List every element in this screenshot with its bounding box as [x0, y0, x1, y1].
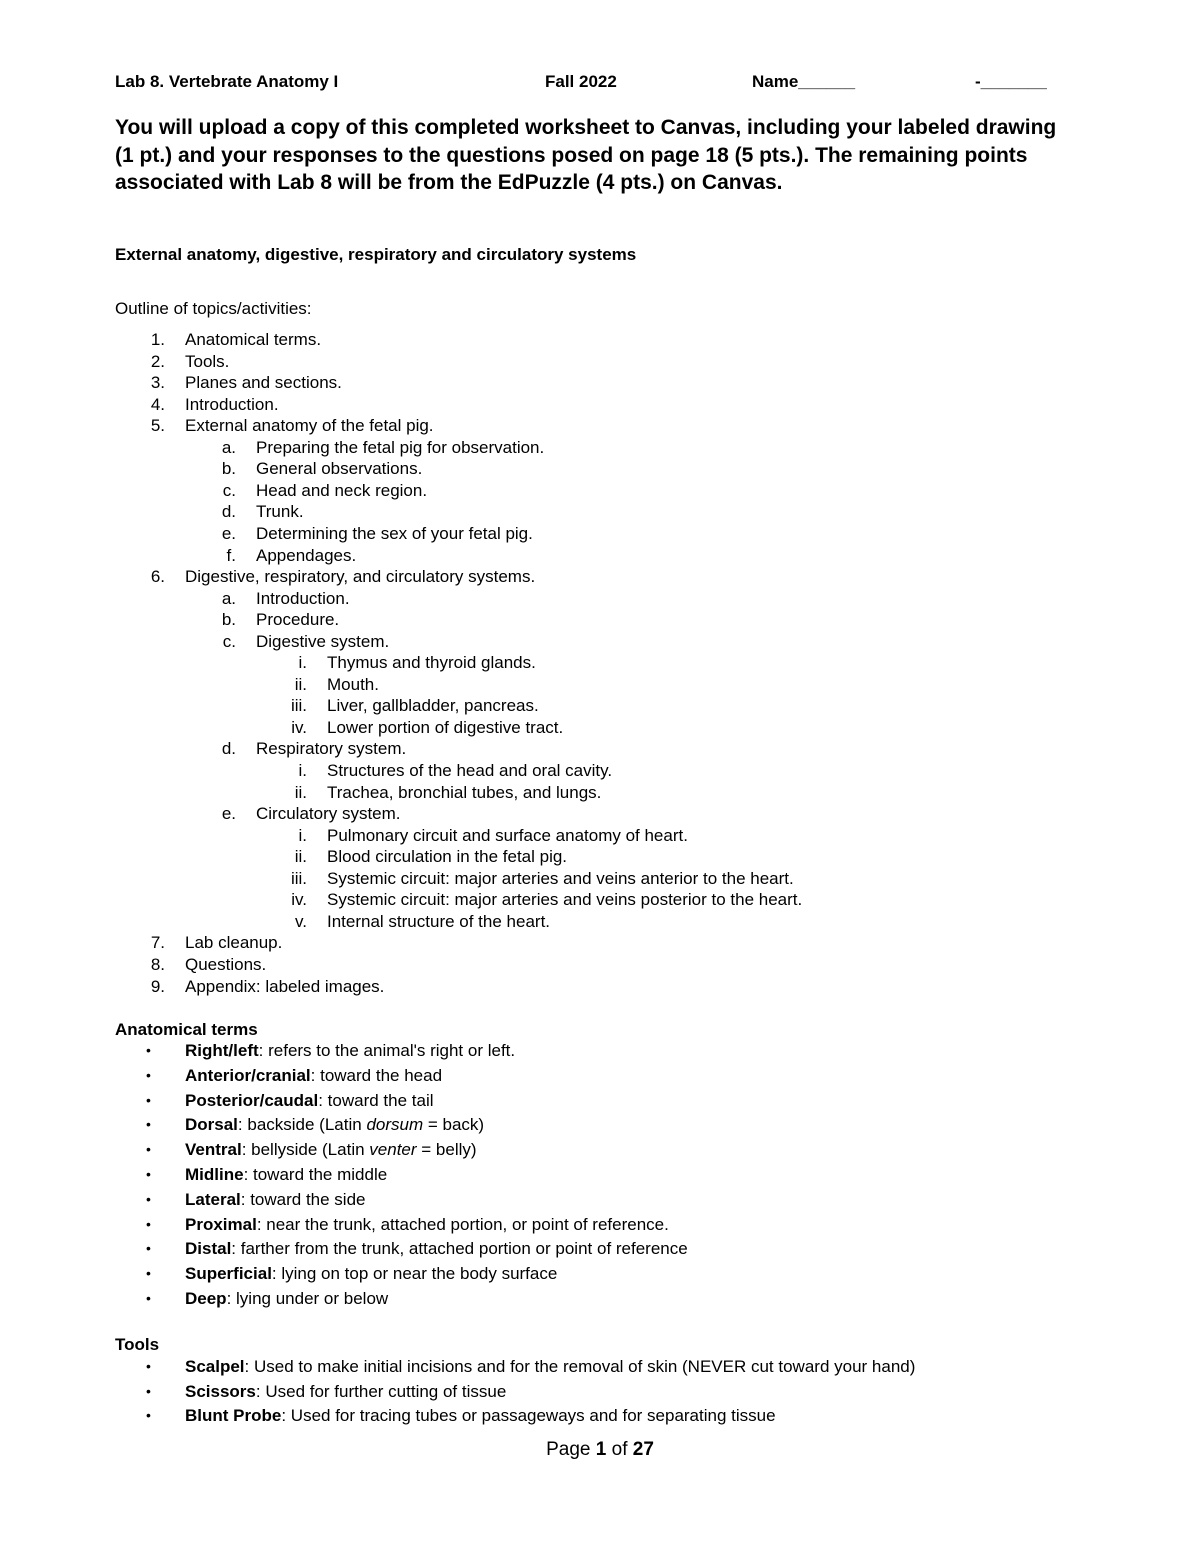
- outline-marker: a.: [221, 588, 236, 608]
- tool-item: [185, 1406, 776, 1426]
- anatomical-term-term: Midline: [185, 1165, 244, 1184]
- anatomical-term-term: Distal: [185, 1239, 232, 1259]
- tool-definition: : Used for further cutting of tissue: [255, 1381, 507, 1401]
- bullet-icon: •: [146, 1091, 151, 1108]
- outline-heading: Outline of topics/activities:: [115, 299, 312, 318]
- anatomical-term-definition: : toward the side: [240, 1189, 366, 1209]
- anatomical-term-latin-word: dorsum: [366, 1115, 424, 1135]
- outline-text: Appendix: labeled images.: [185, 976, 385, 996]
- page-number: Page 1 of 27: [546, 1439, 654, 1460]
- anatomical-term-definition: : toward the tail: [318, 1090, 434, 1110]
- anatomical-term-definition-end: = belly): [416, 1140, 477, 1160]
- anatomical-terms-heading: Anatomical terms: [115, 1020, 258, 1039]
- anatomical-term-definition: : backside (Latin: [237, 1115, 367, 1135]
- outline-marker: v.: [295, 911, 307, 931]
- tool-definition: : Used to make initial incisions and for the removal of skin (NEVER cut toward your hand): [244, 1357, 916, 1376]
- anatomical-term-item: [185, 1066, 442, 1086]
- anatomical-term-item: [185, 1215, 669, 1235]
- anatomical-term-term: Superficial: [185, 1264, 272, 1284]
- bullet-icon: •: [146, 1407, 151, 1423]
- bullet-icon: •: [146, 1190, 151, 1207]
- outline-text: Systemic circuit: major arteries and veins anterior to the heart.: [327, 868, 794, 888]
- anatomical-term-term: Ventral: [185, 1140, 242, 1160]
- outline-text: General observations.: [256, 459, 423, 479]
- tool-item: [185, 1357, 915, 1377]
- outline-marker: iv.: [291, 717, 307, 737]
- outline-marker: d.: [221, 739, 236, 759]
- outline-marker: 8.: [150, 954, 165, 974]
- anatomical-term-definition: : lying under or below: [226, 1289, 389, 1308]
- outline-text: Systemic circuit: major arteries and veins posterior to the heart.: [327, 890, 803, 910]
- outline-text: Respiratory system.: [256, 739, 407, 759]
- bullet-icon: •: [146, 1166, 151, 1182]
- bullet-icon: •: [146, 1215, 151, 1232]
- outline-text: Liver, gallbladder, pancreas.: [327, 696, 539, 716]
- anatomical-term-item: [185, 1289, 388, 1309]
- outline-text: Internal structure of the heart.: [327, 911, 551, 931]
- outline-text: Preparing the fetal pig for observation.: [256, 437, 545, 457]
- anatomical-term-definition: : toward the middle: [243, 1165, 388, 1184]
- tool-definition: : Used for tracing tubes or passageways and for separating tissue: [281, 1406, 776, 1425]
- intro-instructions: You will upload a copy of this completed worksheet to Canvas, including your labeled drawing (1 pt.) and your responses to the questions posed on page 18 (5 pts.). The remaining points associated with Lab 8 will be from the EdPuzzle (4 pts.) on Canvas.: [115, 116, 1057, 194]
- outline-text: External anatomy of the fetal pig.: [185, 416, 434, 436]
- bullet-icon: •: [146, 1382, 151, 1399]
- anatomical-term-definition: : bellyside (Latin: [241, 1140, 370, 1160]
- outline-text: Digestive, respiratory, and circulatory systems.: [185, 567, 536, 587]
- outline-marker: i.: [298, 761, 307, 780]
- bullet-icon: •: [146, 1358, 151, 1374]
- anatomical-term-item: [185, 1239, 688, 1259]
- outline-text: Thymus and thyroid glands.: [327, 653, 536, 673]
- anatomical-term-term: Proximal: [185, 1214, 257, 1234]
- outline-marker: 5.: [150, 416, 165, 436]
- outline-marker: c.: [222, 631, 236, 651]
- name-label: Name______: [752, 72, 856, 91]
- anatomical-term-item: [185, 1264, 557, 1284]
- outline-text: Appendages.: [256, 545, 357, 565]
- outline-marker: 1.: [150, 330, 165, 349]
- anatomical-term-item: [185, 1190, 366, 1210]
- anatomical-term-term: Anterior/cranial: [185, 1065, 311, 1085]
- anatomical-term-definition: : near the trunk, attached portion, or point of reference.: [256, 1214, 669, 1234]
- outline-text: Trunk.: [256, 502, 304, 522]
- outline-marker: ii.: [294, 674, 307, 694]
- outline-marker: 3.: [150, 373, 165, 393]
- anatomical-term-term: Right/left: [185, 1041, 259, 1060]
- outline-text: Digestive system.: [256, 631, 390, 651]
- tool-item: [185, 1382, 506, 1402]
- anatomical-term-item: [185, 1041, 515, 1061]
- term-label: Fall 2022: [545, 72, 617, 91]
- anatomical-term-definition: : refers to the animal's right or left.: [258, 1041, 516, 1060]
- outline-text: Structures of the head and oral cavity.: [327, 761, 613, 780]
- outline-marker: d.: [221, 502, 236, 522]
- outline-text: Introduction.: [256, 588, 350, 608]
- outline-marker: ii.: [294, 782, 307, 802]
- outline-marker: i.: [298, 825, 307, 845]
- bullet-icon: •: [146, 1141, 151, 1158]
- outline-text: Anatomical terms.: [185, 330, 322, 349]
- anatomical-term-definition: : farther from the trunk, attached portion or point of reference: [231, 1239, 688, 1259]
- outline-marker: e.: [221, 523, 236, 543]
- outline-text: Introduction.: [185, 394, 279, 414]
- outline-marker: 4.: [150, 394, 165, 414]
- outline-text: Planes and sections.: [185, 373, 342, 393]
- bullet-icon: •: [146, 1042, 151, 1058]
- bullet-icon: •: [146, 1290, 151, 1306]
- outline-marker: c.: [222, 480, 236, 500]
- outline-marker: b.: [221, 610, 236, 630]
- outline-marker: f.: [226, 545, 236, 565]
- bullet-icon: •: [146, 1265, 151, 1282]
- name-blank: -_______: [975, 72, 1047, 91]
- section-title: External anatomy, digestive, respiratory and circulatory systems: [115, 245, 637, 264]
- bullet-icon: •: [146, 1066, 151, 1083]
- outline-marker: iv.: [291, 890, 307, 910]
- outline-marker: 9.: [150, 976, 165, 996]
- anatomical-term-term: Deep: [185, 1289, 227, 1308]
- outline-marker: 7.: [150, 933, 165, 953]
- outline-text: Circulatory system.: [256, 804, 401, 824]
- outline-text: Lab cleanup.: [185, 933, 283, 953]
- outline-text: Mouth.: [327, 674, 379, 694]
- anatomical-term-definition: : lying on top or near the body surface: [271, 1264, 558, 1284]
- outline-marker: e.: [221, 804, 236, 824]
- outline-marker: 6.: [150, 567, 165, 587]
- anatomical-term-term: Posterior/caudal: [185, 1090, 319, 1110]
- outline-text: Procedure.: [256, 610, 340, 630]
- outline-text: Questions.: [185, 954, 267, 974]
- tools-heading: Tools: [115, 1335, 160, 1354]
- anatomical-term-definition-end: = back): [423, 1115, 485, 1135]
- anatomical-term-item: [185, 1115, 484, 1135]
- tool-term: Scissors: [185, 1381, 256, 1401]
- bullet-icon: •: [146, 1240, 151, 1257]
- outline-marker: a.: [221, 437, 236, 457]
- anatomical-term-item: [185, 1165, 387, 1185]
- tool-term: Blunt Probe: [185, 1406, 282, 1425]
- anatomical-term-definition: : toward the head: [310, 1065, 443, 1085]
- anatomical-term-latin-word: venter: [369, 1140, 417, 1160]
- anatomical-term-term: Dorsal: [185, 1115, 238, 1135]
- outline-text: Determining the sex of your fetal pig.: [256, 523, 533, 543]
- outline-marker: i.: [298, 653, 307, 673]
- anatomical-term-item: [185, 1140, 477, 1160]
- outline-marker: ii.: [294, 847, 307, 867]
- outline-marker: iii.: [290, 696, 307, 716]
- outline-text: Blood circulation in the fetal pig.: [327, 847, 568, 867]
- tool-term: Scalpel: [185, 1357, 245, 1376]
- bullet-icon: •: [146, 1116, 151, 1133]
- outline-text: Lower portion of digestive tract.: [327, 717, 564, 737]
- outline-marker: 2.: [150, 351, 165, 371]
- outline-marker: iii.: [290, 868, 307, 888]
- outline-text: Head and neck region.: [256, 480, 428, 500]
- outline-text: Pulmonary circuit and surface anatomy of heart.: [327, 825, 688, 845]
- outline-text: Tools.: [185, 351, 230, 371]
- outline-text: Trachea, bronchial tubes, and lungs.: [327, 782, 602, 802]
- outline-marker: b.: [221, 459, 236, 479]
- lab-title: Lab 8. Vertebrate Anatomy I: [115, 72, 339, 91]
- anatomical-term-item: [185, 1091, 434, 1111]
- anatomical-term-term: Lateral: [185, 1189, 241, 1209]
